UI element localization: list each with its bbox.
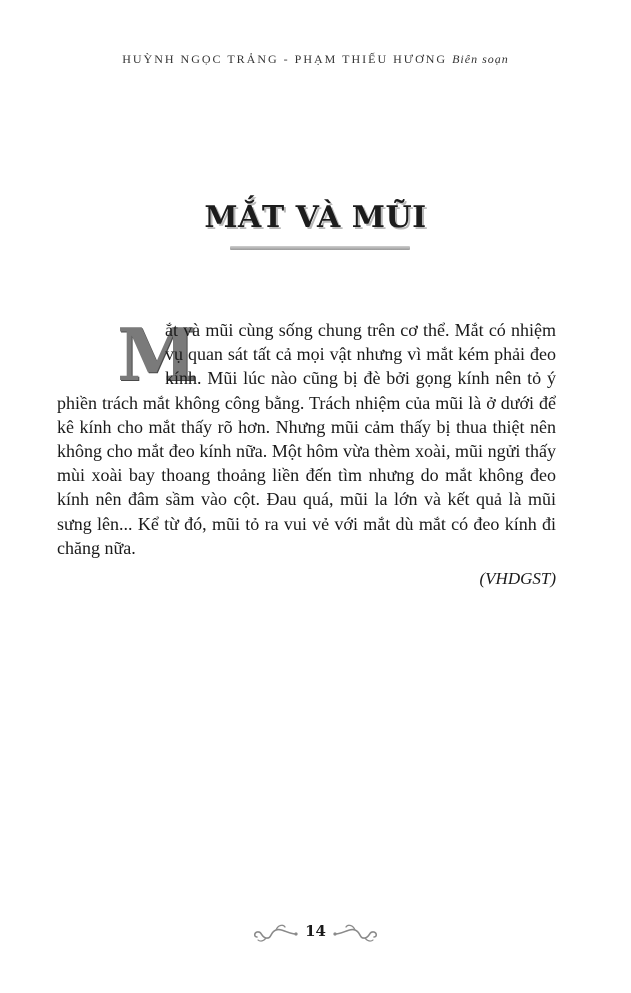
story-body — [57, 312, 556, 560]
running-header — [0, 52, 631, 67]
page-number: 14 — [305, 922, 326, 940]
story-title: MẮT VÀ MŨI — [204, 200, 427, 235]
story-title-wrap — [0, 200, 631, 235]
page-footer — [0, 918, 631, 948]
header-role: Biên soạn — [452, 52, 509, 66]
story-paragraph: ắt và mũi cùng sống chung trên cơ thể. Mắt có nhiệm vụ quan sát tất cả mọi vật nhưng vì mắt kém phải đeo kính. Mũi lúc nào cũng bị đè bởi gọng kính nên tỏ ý phiền trách mắt không công bằng. Trách nhiệm của mũi là ở dưới để kê kính cho mắt thấy rõ hơn. Nhưng mũi cảm thấy bị thua thiệt nên không cho mắt đeo kính nữa. Một hôm vừa thèm xoài, mũi ngửi thấy mùi xoài bay thoang thoảng liền đến tìm nhưng do mắt không đeo kính nên đâm sầm vào cột. Đau quá, mũi la lớn và kết quả là mũi sưng lên... Kể từ đó, mũi tỏ ra vui vẻ với mắt dù mắt có đeo kính đi chăng nữa. — [57, 320, 556, 558]
title-underline — [230, 246, 410, 250]
drop-cap: M — [117, 312, 197, 397]
story-source: (VHDGST) — [479, 569, 556, 588]
header-editors: HUỲNH NGỌC TRẢNG - PHẠM THIẾU HƯƠNG — [122, 52, 448, 66]
